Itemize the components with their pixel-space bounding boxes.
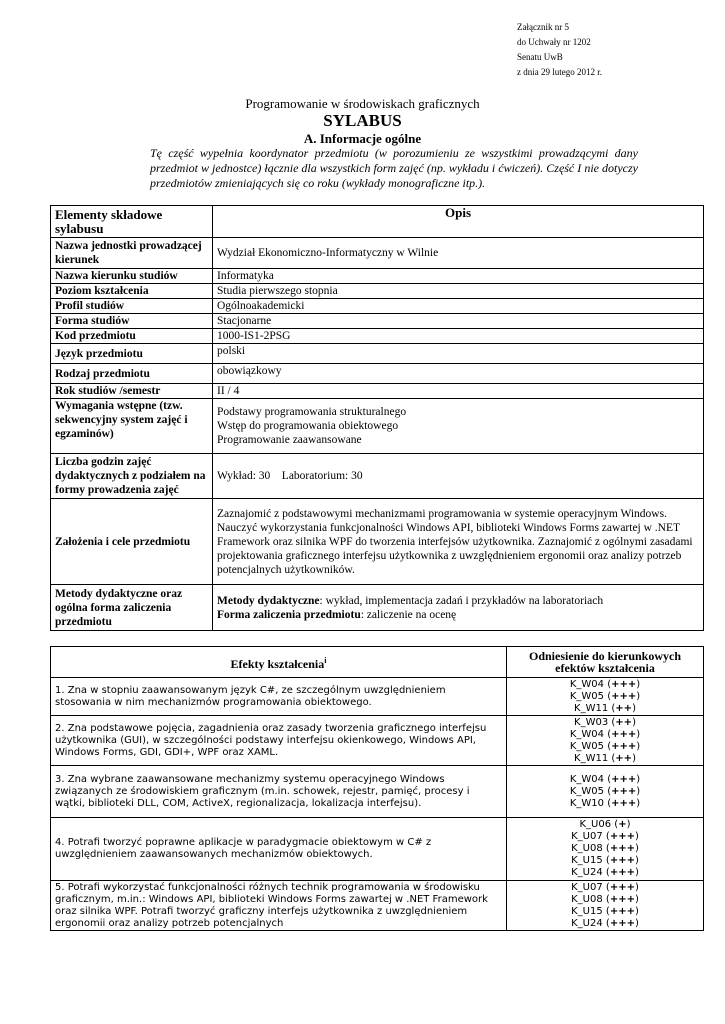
- info-value: Wydział Ekonomiczno-Informatyczny w Wilnie: [213, 238, 704, 269]
- ref-code: K_U15: [571, 905, 603, 917]
- ref-strength: +: [618, 819, 627, 830]
- info-key: Nazwa jednostki prowadzącej kierunek: [51, 238, 213, 269]
- info-key: Nazwa kierunku studiów: [51, 269, 213, 284]
- ref-strength: ++: [615, 752, 633, 764]
- outcome-text: 5. Potrafi wykorzystać funkcjonalności różnych technik programowania w środowisku graficznym, m.in.: Windows API, biblioteki Windows Forms zawartej w .NET Framework oraz silnika WPF. Potrafi tworzyć graficzny interfejs użytkownika z uwzględnieniem ergonomii oraz analizy potrzeb potencjalnych: [51, 881, 507, 931]
- ref-code: K_U08: [571, 843, 603, 854]
- section-heading: A. Informacje ogólne: [303, 131, 422, 146]
- annex-line: Załącznik nr 5: [517, 22, 569, 32]
- outcome-refs: K_W03 (++) K_W04 (+++) K_W05 (+++) K_W11 (++): [507, 716, 704, 766]
- ref-strength: +++: [609, 893, 635, 905]
- ref-strength: +++: [611, 785, 637, 797]
- ref-code: K_U24: [571, 867, 603, 878]
- info-key: Założenia i cele przedmiotu: [51, 499, 213, 585]
- info-header-left: Elementy składowe sylabusu: [51, 206, 213, 238]
- hours-lab: Laboratorium: 30: [281, 470, 363, 482]
- ref-strength: +++: [609, 843, 635, 854]
- ref-code: K_W05: [569, 740, 605, 752]
- footnote-marker: i: [324, 655, 327, 665]
- ref-strength: ++: [615, 716, 633, 728]
- prerequisite-item: Programowanie zaawansowane: [217, 434, 362, 446]
- ref-strength: ++: [615, 702, 633, 714]
- ref-code: K_W11: [574, 752, 609, 764]
- outcome-text: 2. Zna podstawowe pojęcia, zagadnienia oraz zasady tworzenia graficznego interfejsu użytkownika (GUI), w szczególności podstawy interfejsu okienkowego, Windows API, Windows Forms, GDI, GDI+, WPF oraz XAML.: [51, 716, 507, 766]
- info-key: Rodzaj przedmiotu: [51, 364, 213, 384]
- info-value: obowiązkowy: [213, 364, 704, 384]
- outcome-refs: K_U06 (+) K_U07 (+++) K_U08 (+++) K_U15 (+++) K_U24 (+++): [507, 818, 704, 881]
- info-value: Ogólnoakademicki: [213, 299, 704, 314]
- ref-strength: +++: [609, 917, 635, 929]
- prerequisite-item: Wstęp do programowania obiektowego: [217, 420, 399, 432]
- credit-text: : zaliczenie na ocenę: [360, 608, 457, 621]
- info-key: Język przedmiotu: [51, 344, 213, 364]
- ref-code: K_W04: [569, 773, 605, 785]
- info-value: polski: [213, 344, 704, 364]
- ref-code: K_W03: [574, 716, 609, 728]
- goals-value: Zaznajomić z podstawowymi mechanizmami programowania w systemie operacyjnym Windows. Nauczyć wykorzystania funkcjonalności Windows API, biblioteki Windows Forms zawartej w .NET Framework oraz silnika WPF do tworzenia interfejsów użytkownika. Zaznajomić z ogólnymi zasadami projektowania graficznego interfejsu użytkownika z uwzględnieniem ergonomii oraz analizy potrzeb potencjalnych użytkowników.: [213, 499, 704, 585]
- ref-code: K_U07: [571, 881, 603, 893]
- ref-strength: +++: [609, 867, 635, 878]
- document-title: SYLABUS: [323, 111, 402, 130]
- ref-strength: +++: [611, 678, 637, 690]
- methods-text: : wykład, implementacja zadań i przykładów na laboratoriach: [319, 594, 604, 607]
- ref-code: K_U08: [571, 893, 603, 905]
- ref-strength: +++: [611, 690, 637, 702]
- annex-note: [517, 20, 602, 80]
- ref-strength: +++: [611, 773, 637, 785]
- ref-code: K_W11: [574, 702, 609, 714]
- info-header-right: Opis: [213, 206, 704, 238]
- ref-code: K_W10: [569, 797, 605, 809]
- ref-code: K_U15: [571, 855, 603, 866]
- ref-strength: +++: [611, 728, 637, 740]
- info-key: Metody dydaktyczne oraz ogólna forma zaliczenia przedmiotu: [51, 585, 213, 631]
- info-key: Profil studiów: [51, 299, 213, 314]
- methods-label: Metody dydaktyczne: [217, 594, 320, 607]
- outcome-refs: K_W04 (+++) K_W05 (+++) K_W10 (+++): [507, 766, 704, 818]
- ref-strength: +++: [611, 797, 637, 809]
- info-value: Informatyka: [213, 269, 704, 284]
- ref-code: K_W04: [569, 678, 605, 690]
- annex-line: do Uchwały nr 1202: [517, 37, 591, 47]
- prerequisites-value: [213, 399, 704, 454]
- info-value: II / 4: [213, 384, 704, 399]
- ref-code: K_U24: [571, 917, 603, 929]
- outcomes-header-left: Efekty kształcenia$^i$: [51, 647, 507, 678]
- outcome-refs: K_W04 (+++) K_W05 (+++) K_W11 (++): [507, 678, 704, 716]
- outcome-text: 4. Potrafi tworzyć poprawne aplikacje w paradygmacie obiektowym w C# z uwzględnieniem zaawansowanych mechanizmów obiektowych.: [51, 818, 507, 881]
- hours-value: [213, 454, 704, 499]
- intro-paragraph: Tę część wypełnia koordynator przedmiotu (w porozumieniu ze wszystkimi prowadzącymi dany przedmiot w jednostce) łącznie dla wszystkich form zajęć (np. wykładu i ćwiczeń). Część I nie dotyczy przedmiotów zmieniających się co roku (wykłady monograficzne itp.).: [150, 146, 638, 190]
- info-key: Wymagania wstępne (tzw. sekwencyjny system zajęć i egzaminów): [51, 399, 213, 454]
- info-key: Forma studiów: [51, 314, 213, 329]
- info-key: Liczba godzin zajęć dydaktycznych z podziałem na formy prowadzenia zajęć: [51, 454, 213, 499]
- outcome-text: 3. Zna wybrane zaawansowane mechanizmy systemu operacyjnego Windows związanych ze środowiskiem graficznym (m.in. schowek, rejestr, pamięć, procesy i wątki, biblioteki DLL, COM, ActiveX, regionalizacja, lokalizacja interfejsu).: [51, 766, 507, 818]
- ref-code: K_U06: [579, 819, 612, 830]
- course-title: Programowanie w środowiskach graficznych: [245, 96, 480, 111]
- ref-code: K_U07: [571, 831, 603, 842]
- annex-line: z dnia 29 lutego 2012 r.: [517, 67, 602, 77]
- ref-strength: +++: [609, 855, 635, 866]
- ref-strength: +++: [609, 905, 635, 917]
- outcomes-header-right: Odniesienie do kierunkowych efektów kształcenia: [507, 647, 704, 678]
- ref-strength: +++: [609, 881, 635, 893]
- ref-code: K_W05: [569, 785, 605, 797]
- hours-lecture: Wykład: 30: [217, 470, 271, 482]
- info-value: Studia pierwszego stopnia: [213, 284, 704, 299]
- info-key: Rok studiów /semestr: [51, 384, 213, 399]
- outcome-text: 1. Zna w stopniu zaawansowanym język C#, ze szczególnym uwzględnieniem stosowania w nim mechanizmów programowania obiektowego.: [51, 678, 507, 716]
- learning-outcomes-table: [50, 646, 704, 931]
- info-key: Kod przedmiotu: [51, 329, 213, 344]
- ref-strength: +++: [611, 740, 637, 752]
- info-table: [50, 205, 704, 631]
- outcome-refs: K_U07 (+++) K_U08 (+++) K_U15 (+++) K_U24 (+++): [507, 881, 704, 931]
- annex-line: Senatu UwB: [517, 52, 563, 62]
- ref-strength: +++: [609, 831, 635, 842]
- credit-label: Forma zaliczenia przedmiotu: [217, 608, 361, 621]
- methods-value: [213, 585, 704, 631]
- ref-code: K_W04: [569, 728, 605, 740]
- info-value: Stacjonarne: [213, 314, 704, 329]
- info-key: Poziom kształcenia: [51, 284, 213, 299]
- prerequisite-item: Podstawy programowania strukturalnego: [217, 406, 407, 418]
- info-value: 1000-IS1-2PSG: [213, 329, 704, 344]
- ref-code: K_W05: [569, 690, 605, 702]
